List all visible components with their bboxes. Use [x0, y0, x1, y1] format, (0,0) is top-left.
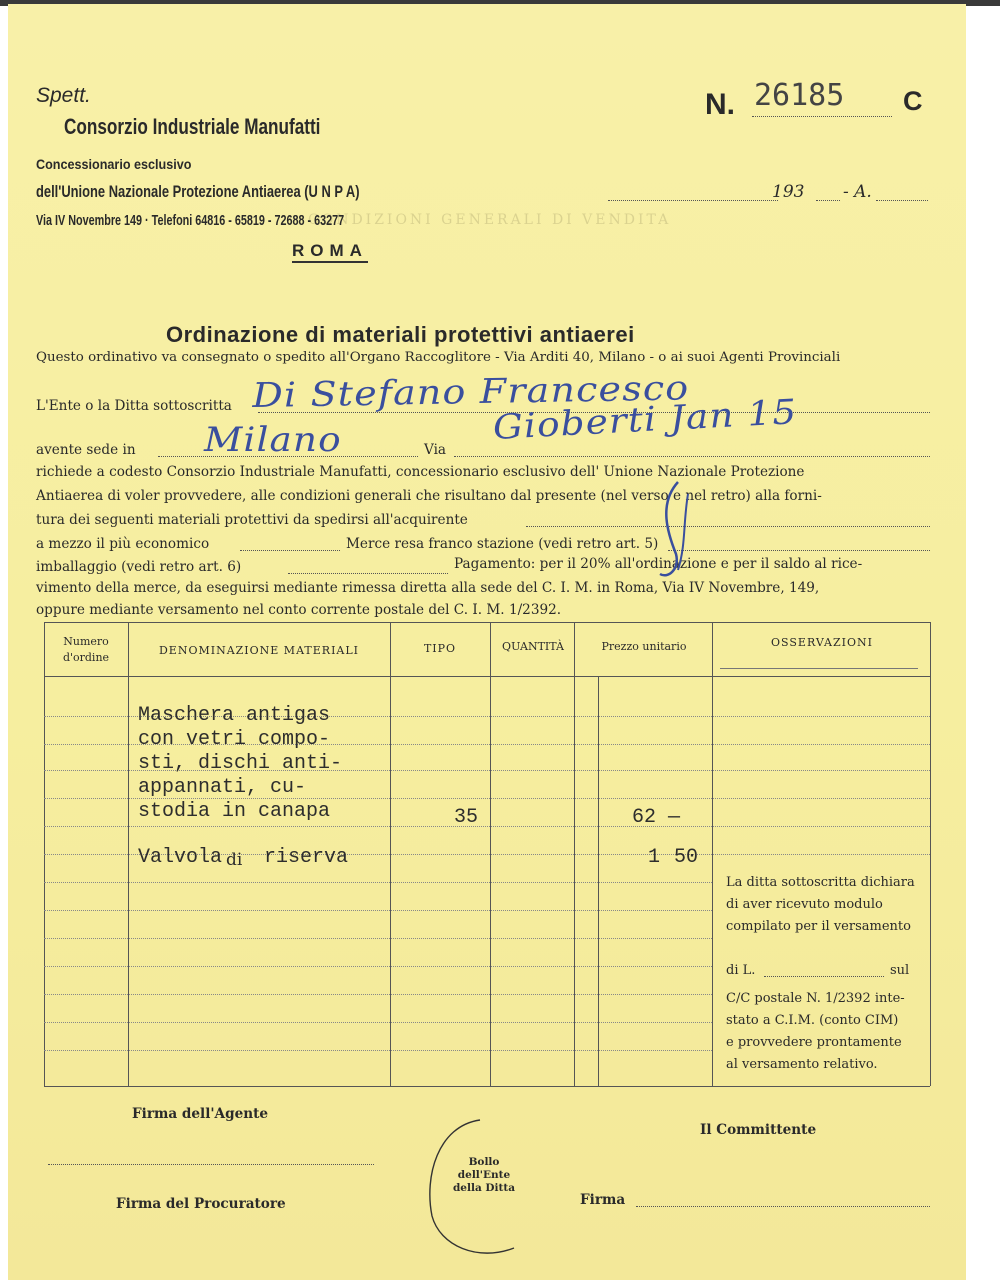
row-guide — [44, 938, 712, 939]
table-col-line-price-split — [598, 676, 599, 1086]
date-line-3 — [876, 200, 928, 201]
notes-line: di aver ricevuto modulo — [726, 897, 883, 912]
row-guide — [44, 1022, 712, 1023]
agent-signature-label: Firma dell'Agente — [132, 1106, 269, 1122]
header-materials: DENOMINAZIONE MATERIALI — [158, 644, 360, 657]
header-type: TIPO — [423, 642, 457, 655]
row-guide — [44, 910, 712, 911]
row-guide — [44, 826, 930, 827]
instruction-line: Questo ordinativo va consegnato o spedito all'Organo Raccoglitore - Via Arditi 40, Milano - o ai suoi Agenti Provinciali — [36, 350, 841, 365]
notes-sul: sul — [890, 963, 910, 978]
era-label: - A. — [843, 182, 872, 202]
stamp-line: Bollo — [468, 1156, 500, 1168]
row-guide — [44, 1050, 712, 1051]
header-unit-price: Prezzo unitario — [601, 640, 687, 653]
address-phones: Via IV Novembre 149 · Telefoni 64816 - 65819 - 72688 - 63277 — [36, 212, 345, 229]
form-title: Ordinazione di materiali protettivi antiaerei — [166, 322, 635, 347]
date-line — [608, 200, 778, 201]
notes-line: stato a C.I.M. (conto CIM) — [726, 1013, 899, 1028]
notes-header-rule — [720, 668, 918, 669]
row-guide — [44, 994, 712, 995]
notes-line: C/C postale N. 1/2392 inte- — [726, 991, 905, 1006]
row-2-price: 1 — [648, 846, 661, 869]
notes-account — [726, 988, 905, 1076]
row-1-price: 62 — — [632, 806, 681, 829]
body-line-4a: a mezzo il più economico — [36, 536, 210, 552]
row-guide — [44, 882, 712, 883]
number-underline — [752, 116, 892, 117]
company-name: Consorzio Industriale Manufatti — [64, 114, 321, 139]
table-col-line-6 — [930, 622, 931, 1086]
body-line-1: richiede a codesto Consorzio Industriale Manufatti, concessionario esclusivo dell' Unione Nazionale Protezione — [36, 464, 805, 480]
street-line — [454, 456, 930, 457]
row-1-material-line: sti, dischi anti- — [138, 752, 343, 775]
header-notes: OSSERVAZIONI — [771, 636, 873, 649]
row-guide — [44, 966, 712, 967]
body-line-4b: Merce resa franco stazione (vedi retro art. 5) — [346, 536, 659, 552]
handwritten-stroke — [648, 474, 708, 584]
body-line-5a: imballaggio (vedi retro art. 6) — [36, 559, 242, 575]
date-line-2 — [816, 200, 840, 201]
row-1-material — [138, 704, 342, 824]
union-name: dell'Unione Nazionale Protezione Antiaerea (U N P A) — [36, 182, 360, 201]
body-line-3: tura dei seguenti materiali protettivi da spedirsi all'acquirente — [36, 512, 468, 528]
row-2-price-cents: 50 — [674, 846, 699, 869]
client-signature-line — [636, 1206, 930, 1207]
city: ROMA — [292, 241, 368, 263]
series-letter: C — [903, 86, 923, 116]
packing-line — [288, 573, 448, 574]
row-2-material: Valvola — [138, 846, 223, 869]
number-label: N. — [705, 88, 735, 121]
body-line-7: oppure mediante versamento nel conto corrente postale del C. I. M. 1/2392. — [36, 602, 562, 618]
notes-line: La ditta sottoscritta dichiara — [726, 875, 915, 890]
row-1-material-line: con vetri compo- — [138, 728, 331, 751]
transport-line — [240, 550, 340, 551]
notes-amount-line — [764, 976, 884, 977]
document-number: 26185 — [754, 78, 845, 113]
notes-line: al versamento relativo. — [726, 1057, 878, 1072]
stamp-line: della Ditta — [452, 1182, 516, 1194]
header-order-number: Numero d'ordine — [62, 635, 110, 664]
notes-line: e provvedere prontamente — [726, 1035, 902, 1050]
notes-line: compilato per il versamento — [726, 919, 911, 934]
paper-sheet — [8, 4, 966, 1280]
seat-handwritten: Milano — [204, 420, 342, 460]
street-label: Via — [424, 442, 447, 458]
notes-amount-label: di L. — [726, 963, 756, 978]
row-1-material-line: stodia in canapa — [138, 800, 331, 823]
street-handwritten: Gioberti Jan 15 — [492, 392, 799, 448]
row-2-material-end: riserva — [264, 846, 349, 869]
bleed-through-text: CONDIZIONI GENERALI DI VENDITA — [308, 212, 672, 228]
concession-label: Concessionario esclusivo — [36, 156, 192, 172]
year-label: 193 — [772, 182, 805, 202]
stamp-line: dell'Ente — [457, 1169, 511, 1181]
agent-signature-line — [48, 1164, 374, 1165]
header-quantity: QUANTITÀ — [502, 640, 564, 653]
stamp-label — [444, 1156, 524, 1195]
salutation: Spett. — [36, 84, 91, 107]
signature-label: Firma — [580, 1192, 626, 1208]
row-2-material-handwritten: di — [226, 850, 243, 870]
seat-label: avente sede in — [36, 442, 136, 458]
recipient-line — [526, 526, 930, 527]
row-1-quantity: 35 — [454, 806, 479, 829]
entity-label: L'Ente o la Ditta sottoscritta — [36, 398, 232, 414]
client-label: Il Committente — [700, 1122, 817, 1138]
table-bottom-border — [44, 1086, 930, 1087]
body-line-6: vimento della merce, da eseguirsi mediante rimessa diretta alla sede del C. I. M. in Roma, Via IV Novembre, 149, — [36, 580, 820, 596]
row-1-material-line: Maschera antigas — [138, 704, 331, 727]
entity-handwritten: Di Stefano Francesco — [252, 368, 690, 416]
row-1-material-line: appannati, cu- — [138, 776, 307, 799]
body-line-5b: Pagamento: per il 20% all'ordinazione e per il saldo al rice- — [454, 556, 863, 572]
body-line-2: Antiaerea di voler provvedere, alle condizioni generali che risultano dal presente (nel verso e nel retro) alla forni- — [36, 488, 822, 504]
proxy-signature-label: Firma del Procuratore — [116, 1196, 286, 1212]
table-header-border — [44, 676, 930, 677]
notes-text — [726, 872, 915, 938]
table-top-border — [44, 622, 930, 623]
